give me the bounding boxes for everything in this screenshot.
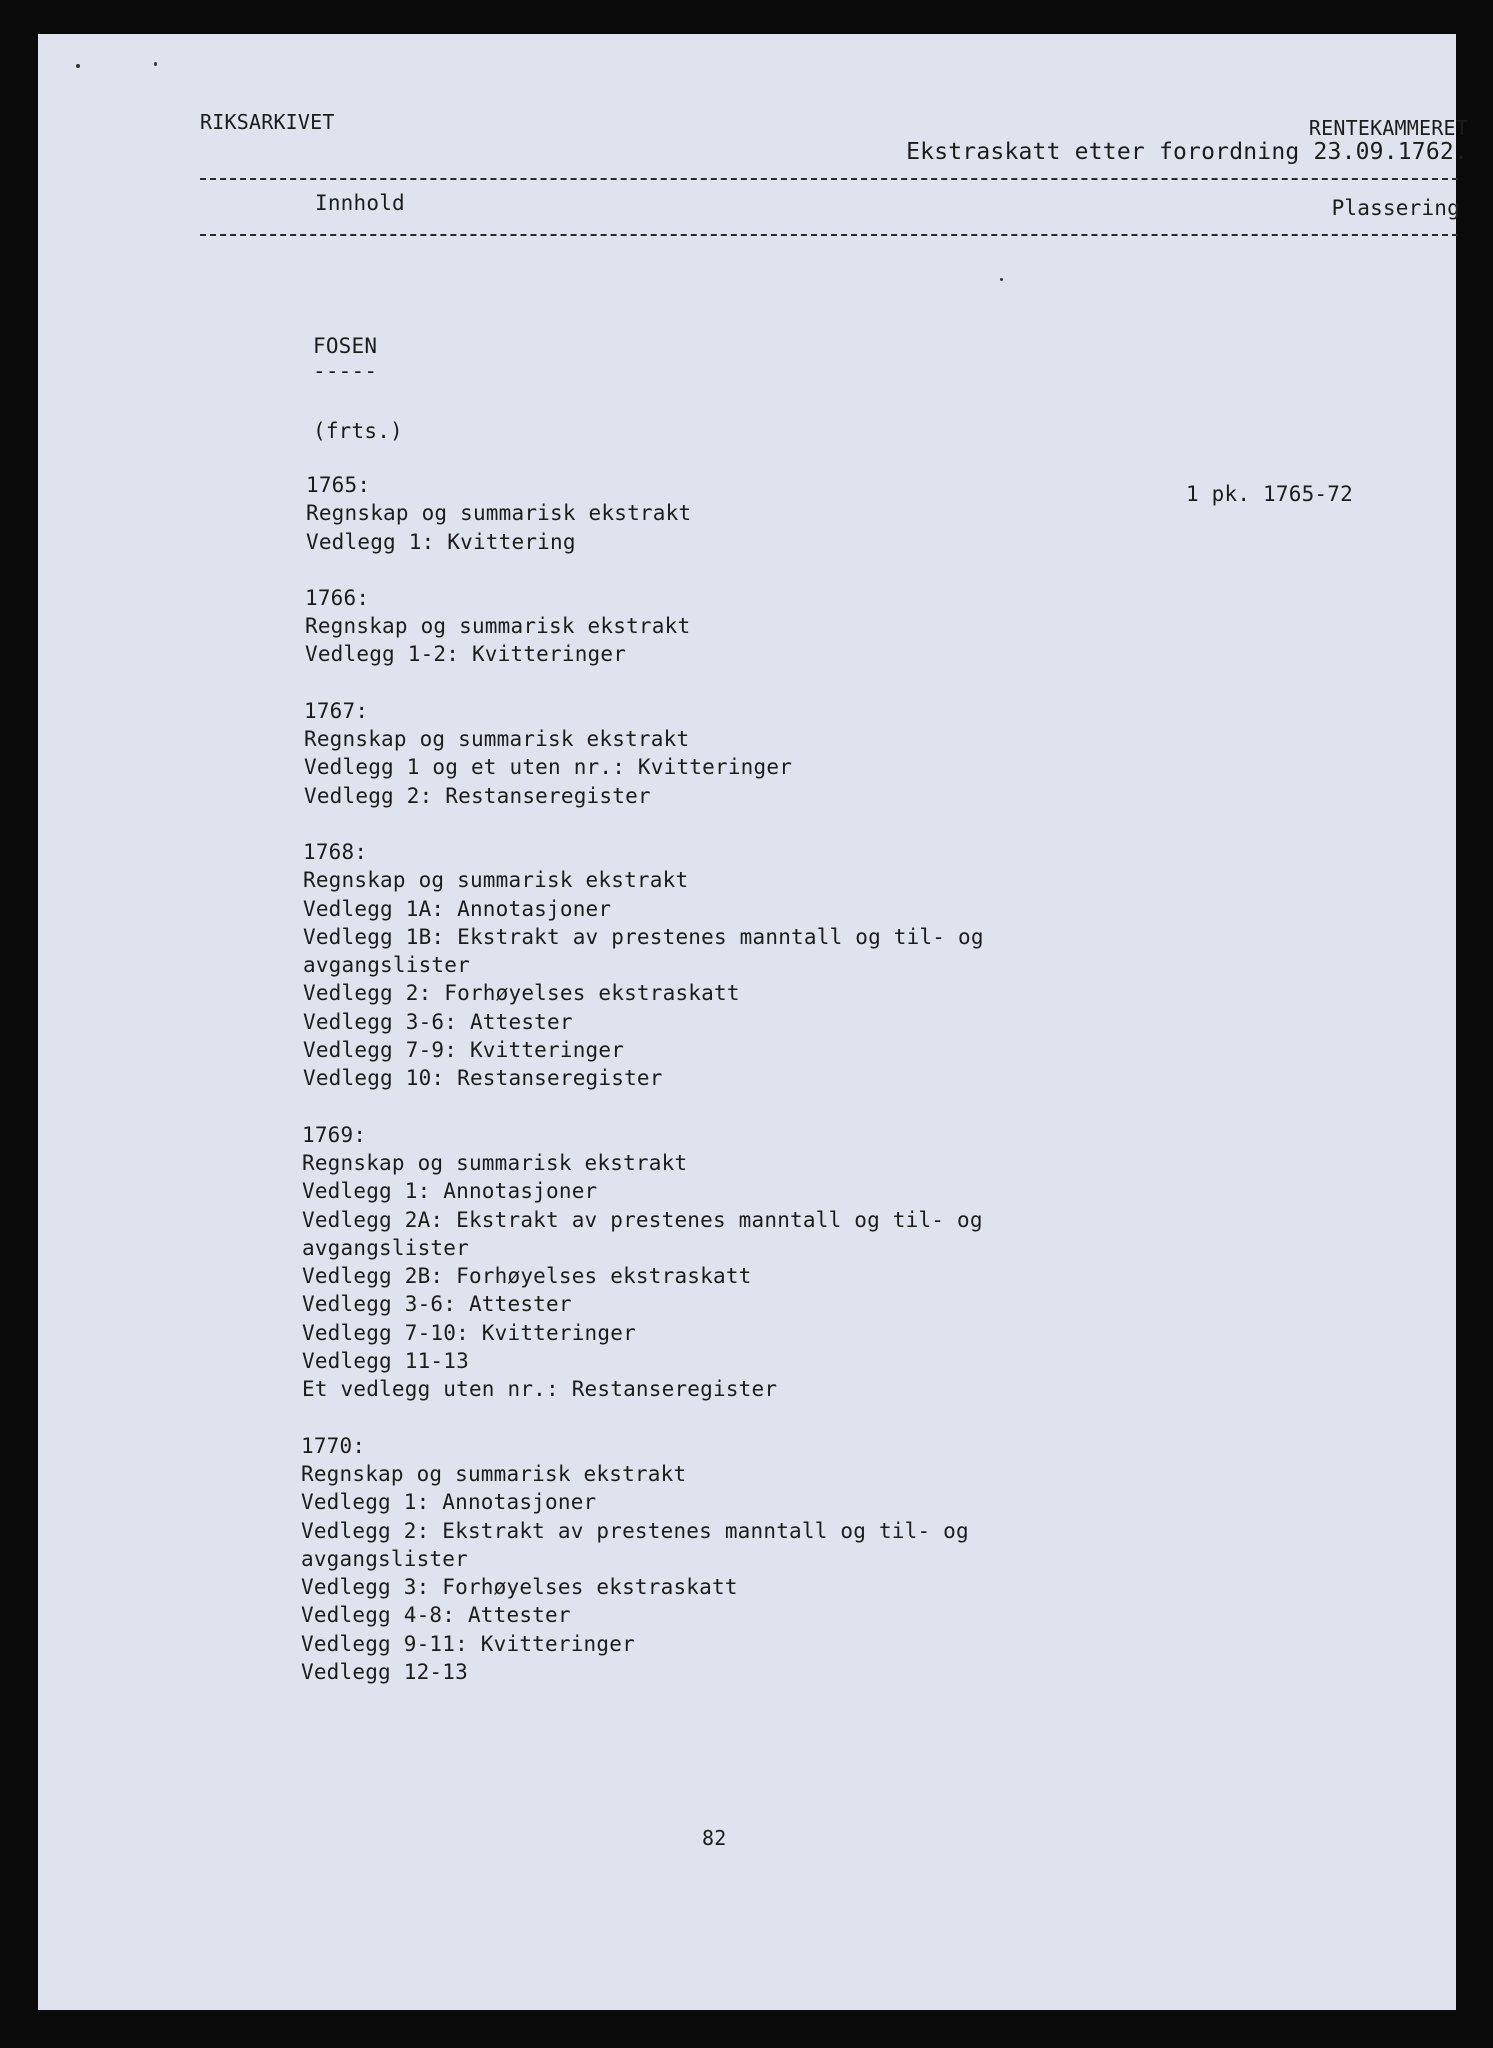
entry-line: Vedlegg 1A: Annotasjoner — [303, 896, 612, 921]
entry-line: Regnskap og summarisk ekstrakt — [301, 1461, 687, 1486]
year-block — [302, 1121, 984, 1404]
entry-line: Vedlegg 4-8: Attester — [301, 1603, 571, 1628]
year-block — [305, 584, 984, 669]
entry-line: avgangslister — [302, 1235, 469, 1260]
continued-note: (frts.) — [313, 419, 403, 443]
entry-line: Vedlegg 11-13 — [302, 1349, 469, 1374]
entry-line: Regnskap og summarisk ekstrakt — [303, 868, 689, 893]
scan-speck — [154, 62, 157, 66]
entry-line: Et vedlegg uten nr.: Restanseregister — [302, 1377, 778, 1402]
year-block — [301, 1432, 984, 1687]
department-name: RENTEKAMMERET — [1308, 116, 1468, 140]
document-page — [38, 34, 1468, 2010]
entry-line: Vedlegg 3-6: Attester — [303, 1009, 573, 1034]
year-entries — [301, 471, 984, 1714]
entry-line: Vedlegg 1: Annotasjoner — [301, 1490, 597, 1515]
entry-line: Vedlegg 1: Kvittering — [306, 529, 576, 554]
year-block — [303, 838, 984, 1093]
entry-line: Regnskap og summarisk ekstrakt — [302, 1150, 688, 1175]
entry-line: Vedlegg 2A: Ekstrakt av prestenes manntall og til- og — [302, 1207, 983, 1232]
entry-line: avgangslister — [301, 1546, 468, 1571]
entry-line: avgangslister — [303, 953, 470, 978]
scan-speck — [1000, 278, 1003, 281]
entry-line: Vedlegg 3-6: Attester — [302, 1292, 572, 1317]
section-title: FOSEN — [313, 334, 378, 358]
header-divider-top — [200, 178, 1458, 180]
column-header-content: Innhold — [315, 191, 405, 215]
entry-line: Vedlegg 1-2: Kvitteringer — [305, 642, 627, 667]
header-divider-bottom — [200, 234, 1458, 236]
entry-line: Regnskap og summarisk ekstrakt — [304, 727, 690, 752]
entry-line: Regnskap og summarisk ekstrakt — [305, 614, 691, 639]
placement-reference: 1 pk. 1765-72 — [1186, 482, 1353, 506]
entry-line: Vedlegg 10: Restanseregister — [303, 1066, 663, 1091]
scan-speck — [76, 64, 80, 68]
entry-line: Vedlegg 2: Ekstrakt av prestenes manntall og til- og — [301, 1518, 969, 1543]
year-heading: 1765: — [306, 473, 371, 497]
entry-line: Vedlegg 1 og et uten nr.: Kvitteringer — [304, 755, 793, 780]
year-heading: 1768: — [303, 839, 368, 864]
entry-line: Vedlegg 1B: Ekstrakt av prestenes manntall og til- og — [303, 924, 984, 949]
entry-line: Regnskap og summarisk ekstrakt — [306, 501, 692, 526]
entry-line: Vedlegg 12-13 — [301, 1659, 468, 1684]
entry-line: Vedlegg 7-10: Kvitteringer — [302, 1320, 636, 1345]
entry-line: Vedlegg 3: Forhøyelses ekstraskatt — [301, 1575, 738, 1600]
year-heading: 1769: — [302, 1122, 367, 1147]
year-block — [306, 471, 984, 556]
entry-line: Vedlegg 2: Restanseregister — [304, 783, 651, 808]
archive-name: RIKSARKIVET — [200, 110, 335, 134]
year-block — [304, 697, 984, 810]
entry-line: Vedlegg 9-11: Kvitteringer — [301, 1631, 635, 1656]
entry-line: Vedlegg 1: Annotasjoner — [302, 1179, 598, 1204]
entry-line: Vedlegg 7-9: Kvitteringer — [303, 1038, 625, 1063]
page-number: 82 — [702, 1826, 727, 1850]
entry-line: Vedlegg 2B: Forhøyelses ekstraskatt — [302, 1264, 752, 1289]
entry-line: Vedlegg 2: Forhøyelses ekstraskatt — [303, 981, 740, 1006]
document-subtitle: Ekstraskatt etter forordning 23.09.1762. — [906, 139, 1468, 165]
section-underline: ----- — [313, 359, 378, 383]
column-header-placement: Plassering — [1331, 196, 1460, 220]
year-heading: 1766: — [305, 585, 370, 610]
year-heading: 1767: — [304, 698, 369, 723]
year-heading: 1770: — [301, 1433, 366, 1458]
